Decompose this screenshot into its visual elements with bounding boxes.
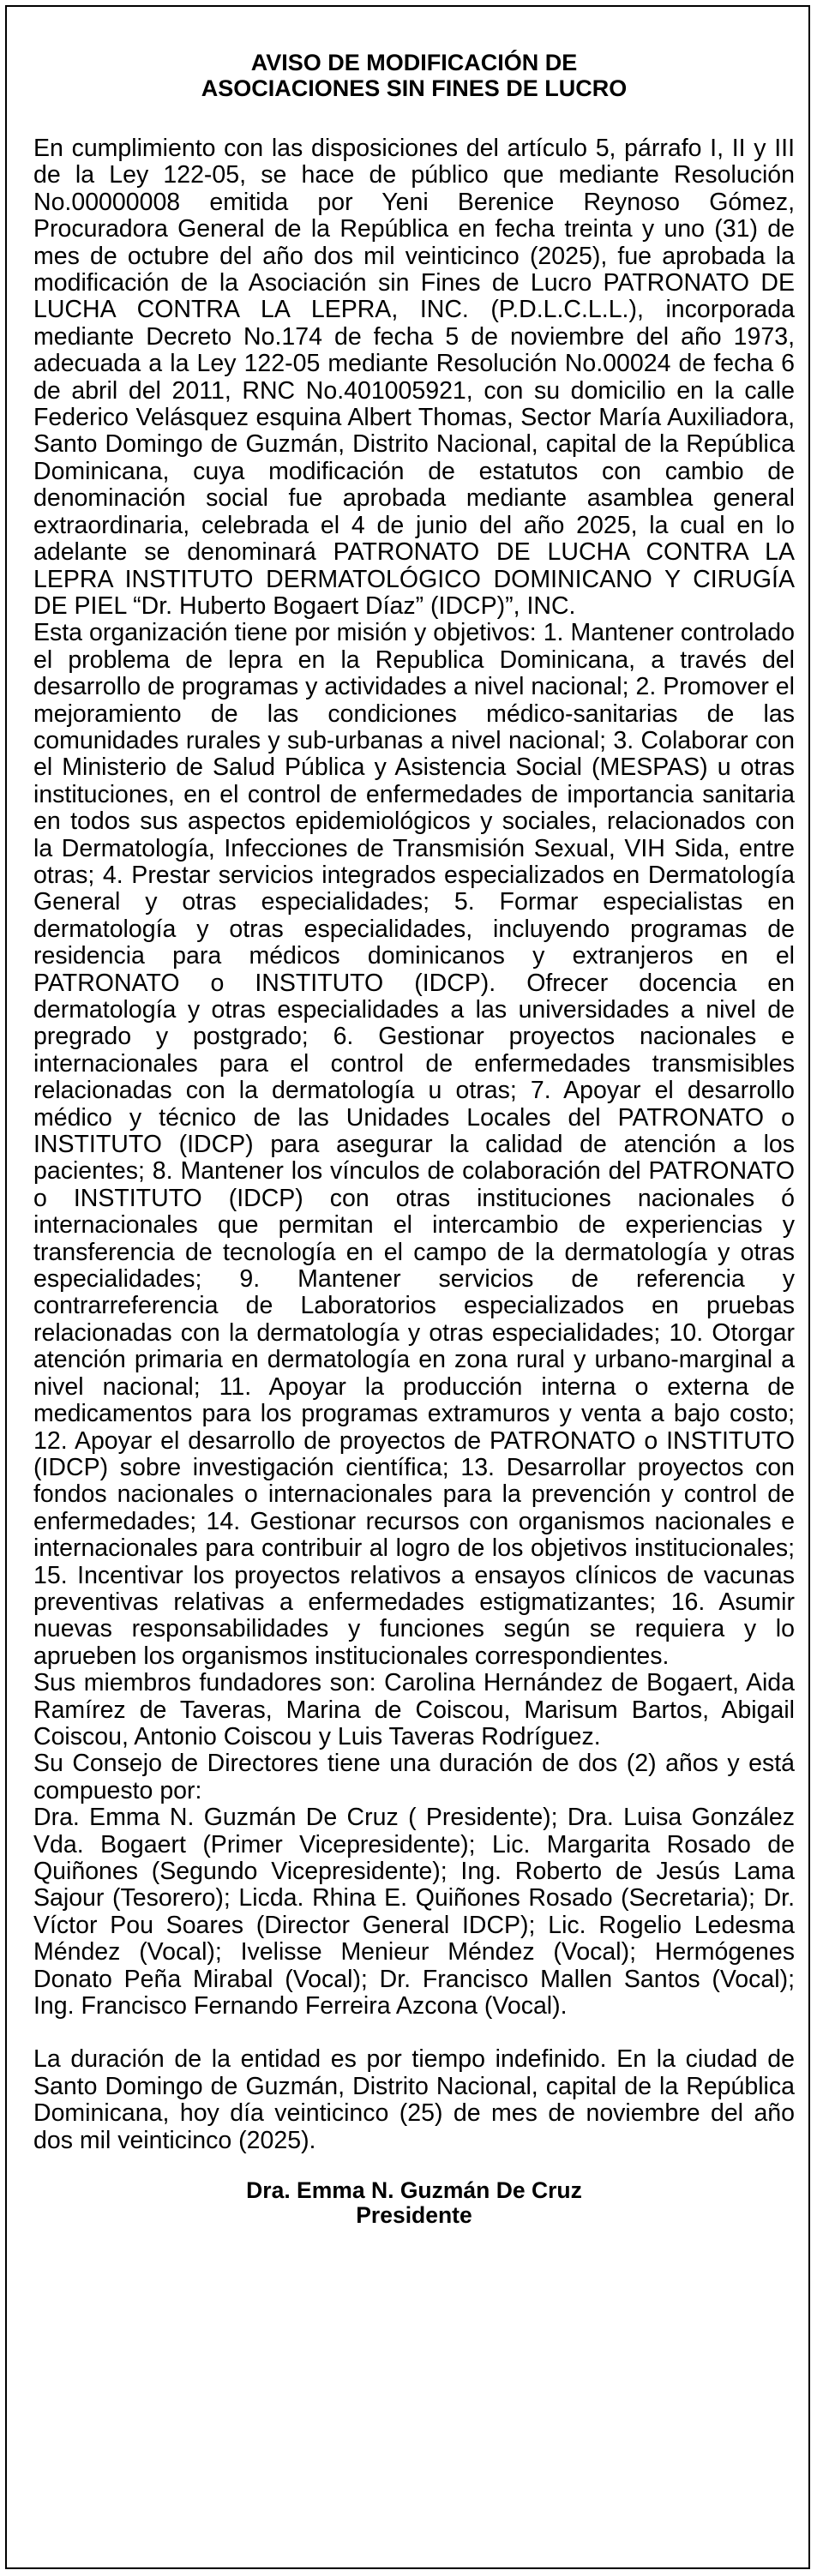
notice-content: [33, 50, 795, 2228]
notice-border: [5, 5, 810, 2569]
signature-role: Presidente: [356, 2202, 472, 2229]
board-intro-paragraph: Su Consejo de Directores tiene una duración de dos (2) años y está compuesto por:: [33, 1750, 795, 1804]
notice-title: [33, 50, 795, 101]
paragraph-spacer: [33, 2020, 795, 2046]
title-line-2: ASOCIACIONES SIN FINES DE LUCRO: [201, 75, 628, 101]
closing-paragraph: La duración de la entidad es por tiempo indefinido. En la ciudad de Santo Domingo de Guzmán, Distrito Nacional, capital de la República Dominicana, hoy día veinticinco (25) de mes de noviembre del año dos mil veinticinco (2025).: [33, 2045, 795, 2154]
mission-paragraph: Esta organización tiene por misión y objetivos: 1. Mantener controlado el problema de lepra en la Republica Dominicana, a través del desarrollo de programas y actividades a nivel nacional; 2. Promover el mejoramiento de las condiciones médico-sanitarias de las comunidades rurales y sub-urbanas a nivel nacional; 3. Colaborar con el Ministerio de Salud Pública y Asistencia Social (MESPAS) u otras instituciones, en el control de enfermedades de importancia sanitaria en todos sus aspectos epidemiológicos y sociales, relacionados con la Dermatología, Infecciones de Transmisión Sexual, VIH Sida, entre otras; 4. Prestar servicios integrados especializados en Dermatología General y otras especialidades; 5. Formar especialistas en dermatología y otras especialidades, incluyendo programas de residencia para médicos dominicanos y extranjeros en el PATRONATO o INSTITUTO (IDCP). Ofrecer docencia en dermatología y otras especialidades a las universidades a nivel de pregrado y postgrado; 6. Gestionar proyectos nacionales e internacionales para el control de enfermedades transmisibles relacionadas con la dermatología u otras; 7. Apoyar el desarrollo médico y técnico de las Unidades Locales del PATRONATO o INSTITUTO (IDCP) para asegurar la calidad de atención a los pacientes; 8. Mantener los vínculos de colaboración del PATRONATO o INSTITUTO (IDCP) con otras instituciones nacionales ó internacionales que permitan el intercambio de experiencias y transferencia de tecnología en el campo de la dermatología y otras especialidades; 9. Mantener servicios de referencia y contrarreferencia de Laboratorios especializados en pruebas relacionadas con la dermatología y otras especialidades; 10. Otorgar atención primaria en dermatología en zona rural y urbano-marginal a nivel nacional; 11. Apoyar la producción interna o externa de medicamentos para los programas extramuros y venta a bajo costo; 12. Apoyar el desarrollo de proyectos de PATRONATO o INSTITUTO (IDCP) sobre investigación científica; 13. Desarrollar proyectos con fondos nacionales o internacionales para la prevención y control de enfermedades; 14. Gestionar recursos con organismos nacionales e internacionales para contribuir al logro de los objetivos institucionales; 15. Incentivar los proyectos relativos a ensayos clínicos de vacunas preventivas relativas a enfermedades estigmatizantes; 16. Asumir nuevas responsabilidades y funciones según se requiera y lo aprueben los organismos institucionales correspondientes.: [33, 619, 795, 1670]
founders-paragraph: Sus miembros fundadores son: Carolina Hernández de Bogaert, Aida Ramírez de Taveras, Marina de Coiscou, Marisum Bartos, Abigail Coiscou, Antonio Coiscou y Luis Taveras Rodríguez.: [33, 1669, 795, 1750]
board-members-paragraph: Dra. Emma N. Guzmán De Cruz ( Presidente); Dra. Luisa González Vda. Bogaert (Primer Vicepresidente); Lic. Margarita Rosado de Quiñones (Segundo Vicepresidente); Ing. Roberto de Jesús Lama Sajour (Tesorero); Licda. Rhina E. Quiñones Rosado (Secretaria); Dr. Víctor Pou Soares (Director General IDCP); Lic. Rogelio Ledesma Méndez (Vocal); Ivelisse Menieur Méndez (Vocal); Hermógenes Donato Peña Mirabal (Vocal); Dr. Francisco Mallen Santos (Vocal); Ing. Francisco Fernando Ferreira Azcona (Vocal).: [33, 1804, 795, 2021]
resolution-paragraph: En cumplimiento con las disposiciones del artículo 5, párrafo I, II y III de la Ley 122-05, se hace de público que mediante Resolución No.00000008 emitida por Yeni Berenice Reynoso Gómez, Procuradora General de la República en fecha treinta y uno (31) de mes de octubre del año dos mil veinticinco (2025), fue aprobada la modificación de la Asociación sin Fines de Lucro PATRONATO DE LUCHA CONTRA LA LEPRA, INC. (P.D.L.C.L.L.), incorporada mediante Decreto No.174 de fecha 5 de noviembre del año 1973, adecuada a la Ley 122-05 mediante Resolución No.00024 de fecha 6 de abril del 2011, RNC No.401005921, con su domicilio en la calle Federico Velásquez esquina Albert Thomas, Sector María Auxiliadora, Santo Domingo de Guzmán, Distrito Nacional, capital de la República Dominicana, cuya modificación de estatutos con cambio de denominación social fue aprobada mediante asamblea general extraordinaria, celebrada el 4 de junio del año 2025, la cual en lo adelante se denominará PATRONATO DE LUCHA CONTRA LA LEPRA INSTITUTO DERMATOLÓGICO DOMINICANO Y CIRUGÍA DE PIEL “Dr. Huberto Bogaert Díaz” (IDCP)”, INC.: [33, 135, 795, 620]
signature-block: [33, 2178, 795, 2228]
title-line-1: AVISO DE MODIFICACIÓN DE: [250, 50, 578, 75]
signature-name: Dra. Emma N. Guzmán De Cruz: [246, 2177, 582, 2204]
